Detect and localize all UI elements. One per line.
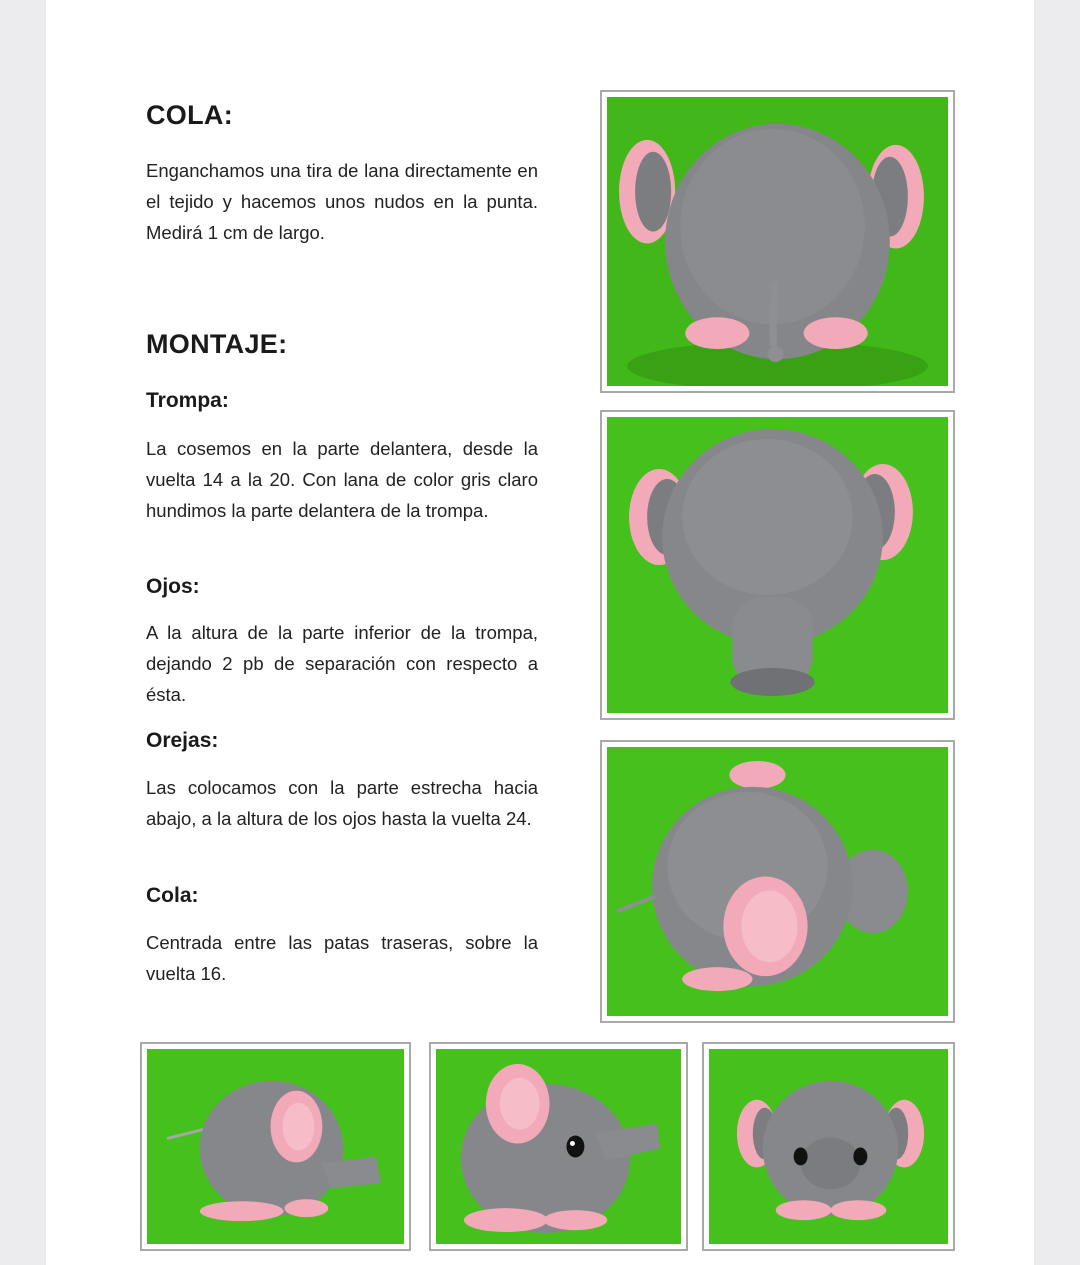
cola2-heading: Cola: <box>146 884 199 907</box>
photo-elephant-back <box>600 90 955 393</box>
photo-elephant-three-quarter <box>429 1042 688 1251</box>
photo-elephant-front <box>702 1042 955 1251</box>
photo-elephant-top <box>600 410 955 720</box>
orejas-text: Las colocamos con la parte estrecha hacia abajo, a la altura de los ojos hasta la vuelta 24. <box>146 777 538 829</box>
document-page <box>46 0 1034 1265</box>
trompa-text: La cosemos en la parte delantera, desde la vuelta 14 a la 20. Con lana de color gris claro hundimos la parte delantera de la trompa. <box>146 438 538 521</box>
orejas-heading: Orejas: <box>146 729 219 752</box>
elephant-side-top-image <box>607 747 948 1016</box>
cola-heading: COLA: <box>146 100 233 130</box>
photo-elephant-side <box>140 1042 411 1251</box>
elephant-side-image <box>147 1049 404 1244</box>
photo-elephant-side-top <box>600 740 955 1023</box>
cola-text: Enganchamos una tira de lana directamente en el tejido y hacemos unos nudos en la punta. Medirá 1 cm de largo. <box>146 160 538 243</box>
elephant-top-image <box>607 417 948 713</box>
cola2-text: Centrada entre las patas traseras, sobre la vuelta 16. <box>146 932 538 984</box>
elephant-three-quarter-image <box>436 1049 681 1244</box>
trompa-heading: Trompa: <box>146 389 229 412</box>
elephant-front-image <box>709 1049 948 1244</box>
elephant-back-image <box>607 97 948 386</box>
montaje-heading: MONTAJE: <box>146 329 288 359</box>
ojos-heading: Ojos: <box>146 575 200 598</box>
ojos-text: A la altura de la parte inferior de la trompa, dejando 2 pb de separación con respecto a ésta. <box>146 622 538 705</box>
